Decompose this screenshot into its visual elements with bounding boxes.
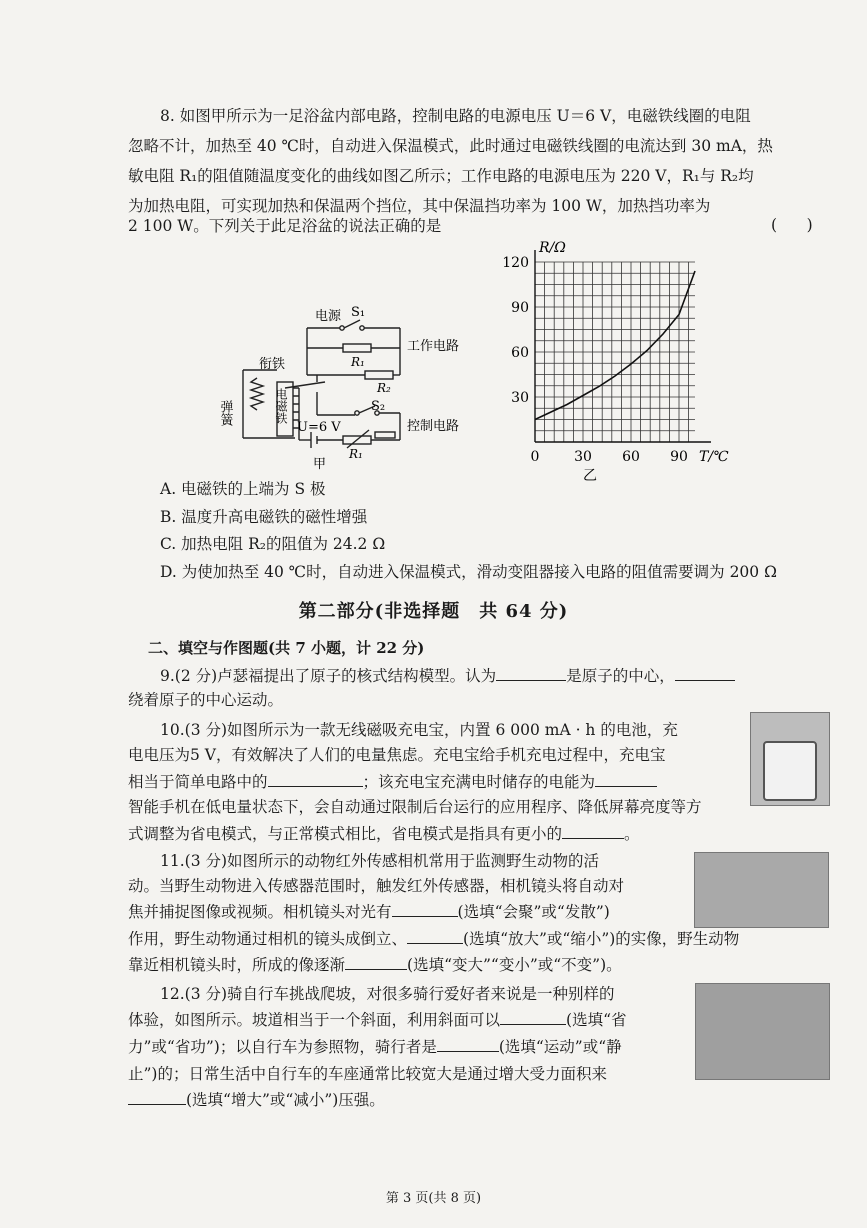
- q11-blank-3[interactable]: [345, 955, 407, 970]
- q8-line-3: 敏电阻 R₁的阻值随温度变化的曲线如图乙所示；工作电路的电源电压为 220 V，R₁与 R₂均: [128, 167, 754, 185]
- circuit-caption: 甲: [313, 457, 327, 472]
- y-axis-label: R/Ω: [539, 240, 566, 256]
- y-tick-label: 30: [511, 390, 529, 406]
- q11-text-4b: (选填“放大”或“缩小”)的实像，野生动物: [463, 930, 740, 948]
- q12-blank-1[interactable]: [500, 1010, 566, 1025]
- q11-line-4: [128, 929, 739, 949]
- q10-blank-1[interactable]: [268, 772, 363, 787]
- q8-line-1: 8. 如图甲所示为一足浴盆内部电路，控制电路的电源电压 U＝6 V，电磁铁线圈的电阻: [160, 107, 751, 125]
- q8-line-2: 忽略不计，加热至 40 ℃时，自动进入保温模式，此时通过电磁铁线圈的电流达到 30 mA，热: [128, 137, 773, 155]
- q11-blank-1[interactable]: [392, 902, 458, 917]
- q9-text-a: 9.(2 分)卢瑟福提出了原子的核式结构模型。认为: [160, 667, 497, 685]
- q8-option-d: D. 为使加热至 40 ℃时，自动进入保温模式，滑动变阻器接入电路的阻值需要调为 200 Ω: [160, 563, 777, 581]
- q11-text-4a: 作用，野生动物通过相机的镜头成倒立、: [128, 930, 408, 948]
- power-bank-photo: [750, 712, 830, 806]
- q10-text-3a: 相当于简单电路中的: [128, 773, 268, 791]
- part-two-title: 第二部分(非选择题 共 64 分): [298, 601, 569, 622]
- chart-caption: 乙: [583, 468, 597, 484]
- q8-option-a: A. 电磁铁的上端为 S 极: [160, 480, 326, 498]
- q12-text-2b: (选填“省: [566, 1011, 627, 1029]
- q12-text-3b: (选填“运动”或“静: [498, 1038, 622, 1056]
- q12-line-2: [128, 1010, 627, 1030]
- q11-text-5b: (选填“变大”“变小”或“不变”)。: [407, 956, 622, 974]
- q11-text-3b: (选填“会聚”或“发散”): [457, 903, 610, 921]
- q10-text-5b: 。: [624, 825, 640, 843]
- x-tick-label: 30: [574, 449, 592, 465]
- resistance-temperature-chart: [495, 235, 730, 484]
- q8-line-5: 2 100 W。下列关于此足浴盆的说法正确的是: [128, 217, 442, 235]
- q11-text-3a: 焦并捕捉图像或视频。相机镜头对光有: [128, 903, 392, 921]
- q10-blank-2[interactable]: [595, 772, 657, 787]
- y-tick-label: 90: [511, 300, 529, 316]
- q10-line-4: 智能手机在低电量状态下，会自动通过限制后台运行的应用程序、降低屏幕亮度等方: [128, 798, 702, 816]
- q10-line-2: 电电压为5 V，有效解决了人们的电量焦虑。充电宝给手机充电过程中，充电宝: [128, 746, 666, 764]
- q10-line-1: 10.(3 分)如图所示为一款无线磁吸充电宝，内置 6 000 mA · h 的电池，充: [160, 721, 678, 739]
- q12-blank-3[interactable]: [128, 1090, 186, 1105]
- q11-line-1: 11.(3 分)如图所示的动物红外传感相机常用于监测野生动物的活: [160, 852, 600, 870]
- x-axis-label: T/℃: [699, 449, 729, 465]
- q9-line-2: 绕着原子的中心运动。: [128, 691, 284, 709]
- y-tick-label: 120: [502, 255, 529, 271]
- circuit-label-s2: S₂: [371, 399, 386, 414]
- infrared-camera-photo: [694, 852, 829, 928]
- q10-text-5a: 式调整为省电模式，与正常模式相比，省电模式是指具有更小的: [128, 825, 563, 843]
- q8-line-4: 为加热电阻，可实现加热和保温两个挡位，其中保温挡功率为 100 W，加热挡功率为: [128, 197, 711, 215]
- q10-line-3: [128, 772, 657, 792]
- q11-text-5a: 靠近相机镜头时，所成的像逐渐: [128, 956, 346, 974]
- x-tick-label: 60: [622, 449, 640, 465]
- q12-text-2a: 体验，如图所示。坡道相当于一个斜面，利用斜面可以: [128, 1011, 501, 1029]
- q12-line-5: [128, 1090, 385, 1110]
- circuit-label-s1: S₁: [351, 305, 366, 320]
- q9-blank-1[interactable]: [496, 666, 566, 681]
- circuit-label-r1: R₁: [351, 355, 365, 369]
- q10-line-5: [128, 824, 640, 844]
- circuit-label-work: 工作电路: [407, 339, 460, 354]
- x-tick-label: 90: [670, 449, 688, 465]
- q10-text-3b: ；该充电宝充满电时储存的电能为: [362, 773, 596, 791]
- q12-text-5: (选填“增大”或“减小”)压强。: [186, 1091, 385, 1109]
- circuit-label-control: 控制电路: [407, 419, 460, 434]
- x-tick-label: 0: [530, 449, 540, 465]
- q8-answer-paren: ( ): [771, 216, 813, 234]
- q9-blank-2[interactable]: [675, 666, 735, 681]
- bicycle-photo: [695, 983, 830, 1080]
- q9-text-b: 是原子的中心，: [566, 667, 675, 685]
- q8-option-b: B. 温度升高电磁铁的磁性增强: [160, 508, 368, 526]
- circuit-label-power: 电源: [315, 309, 342, 324]
- q11-line-3: [128, 902, 610, 922]
- page-footer: 第 3 页(共 8 页): [385, 1191, 482, 1206]
- circuit-label-magnet: 电磁铁: [274, 388, 288, 424]
- circuit-label-rt: R₁: [349, 447, 363, 461]
- circuit-label-u: U=6 V: [297, 420, 341, 435]
- power-bank-phone-shape: [763, 741, 817, 801]
- q12-line-1: 12.(3 分)骑自行车挑战爬坡，对很多骑行爱好者来说是一种别样的: [160, 985, 615, 1003]
- q12-line-4: 止”)的；日常生活中自行车的车座通常比较宽大是通过增大受力面积来: [128, 1065, 607, 1083]
- q10-blank-3[interactable]: [562, 824, 624, 839]
- circuit-label-armature: 衔铁: [259, 357, 286, 372]
- circuit-diagram: [217, 300, 495, 472]
- circuit-label-r2: R₂: [377, 381, 391, 395]
- circuit-label-spring: 弹簧: [217, 400, 233, 426]
- q12-blank-2[interactable]: [437, 1037, 499, 1052]
- q9-line-1: [160, 666, 735, 686]
- q12-line-3: [128, 1037, 622, 1057]
- q11-blank-2[interactable]: [407, 929, 463, 944]
- y-tick-label: 60: [511, 345, 529, 361]
- q8-option-c: C. 加热电阻 R₂的阻值为 24.2 Ω: [160, 535, 386, 553]
- q12-text-3a: 力”或“省功”)；以自行车为参照物，骑行者是: [128, 1038, 437, 1056]
- q11-line-2: 动。当野生动物进入传感器范围时，触发红外传感器，相机镜头将自动对: [128, 877, 625, 895]
- section-two-title: 二、填空与作图题(共 7 小题，计 22 分): [148, 639, 425, 657]
- q11-line-5: [128, 955, 622, 975]
